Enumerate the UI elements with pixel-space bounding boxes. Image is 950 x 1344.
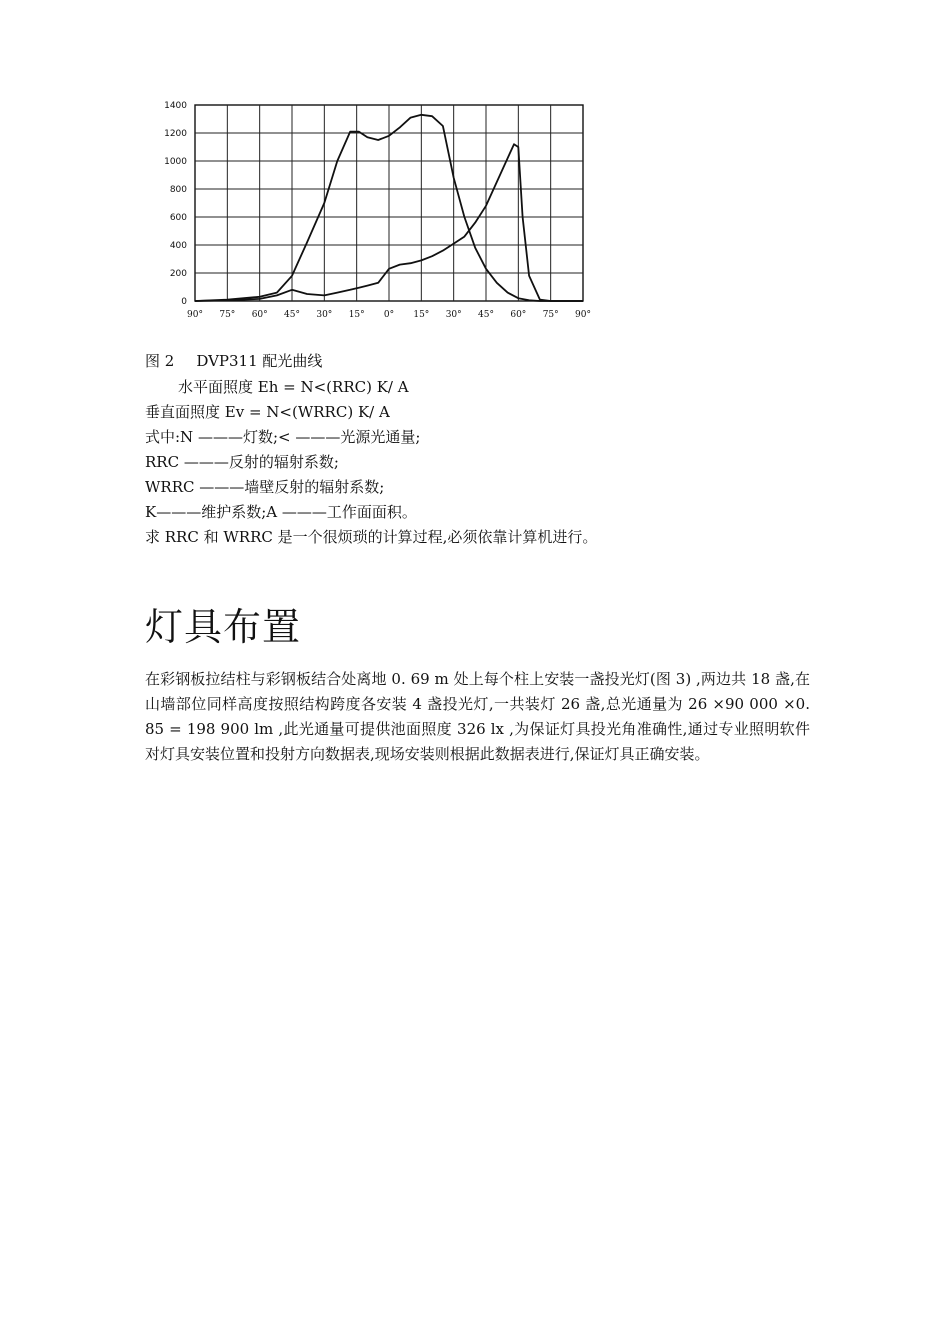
x-tick-label: 15°	[413, 310, 430, 320]
x-tick-label: 30°	[316, 310, 333, 320]
figure-number: 图 2	[145, 352, 175, 370]
definition-k: K———维护系数;A ———工作面面积。	[145, 503, 417, 521]
formula-horizontal: 水平面照度 Eh = N<(RRC) K/ A	[178, 378, 409, 396]
y-tick-label: 600	[169, 213, 187, 223]
formula-block	[145, 375, 825, 550]
definition-n: 式中:N ———灯数;< ———光源光通量;	[145, 428, 421, 446]
y-tick-label: 1000	[164, 157, 187, 167]
x-tick-label: 15°	[348, 310, 365, 320]
definition-wrrc: WRRC ———墙壁反射的辐射系数;	[145, 478, 385, 496]
x-tick-label: 90°	[187, 310, 203, 320]
y-tick-label: 0	[181, 297, 187, 307]
y-tick-label: 200	[169, 269, 187, 279]
x-tick-label: 75°	[219, 310, 236, 320]
figure-title: DVP311 配光曲线	[196, 352, 323, 370]
x-tick-label: 45°	[478, 310, 494, 320]
y-tick-label: 800	[169, 185, 187, 195]
section-heading: 灯具布置	[145, 605, 302, 649]
light-distribution-chart	[155, 95, 605, 330]
x-tick-label: 60°	[251, 310, 268, 320]
computation-note: 求 RRC 和 WRRC 是一个很烦琐的计算过程,必须依靠计算机进行。	[145, 528, 598, 546]
body-paragraph: 在彩钢板拉结柱与彩钢板结合处离地 0. 69 m 处上每个柱上安装一盏投光灯(图 3) ,两边共 18 盏,在山墙部位同样高度按照结构跨度各安装 4 盏投光灯,一共装灯 26 盏,总光通量为 26 ×90 000 ×0. 85 = 198 900 lm ,此光通量可提供池面照度 326 lx ,为保证灯具投光角准确性,通过专业照明软件对灯具安装位置和投射方向数据表,现场安装则根据此数据表进行,保证灯具正确安装。	[145, 670, 810, 763]
x-tick-label: 75°	[542, 310, 559, 320]
x-tick-label: 45°	[284, 310, 300, 320]
y-tick-label: 1200	[164, 129, 187, 139]
x-tick-label: 30°	[445, 310, 462, 320]
x-tick-label: 0°	[383, 310, 395, 320]
y-tick-label: 400	[169, 241, 187, 251]
formula-vertical: 垂直面照度 Ev = N<(WRRC) K/ A	[145, 403, 390, 421]
definition-rrc: RRC ———反射的辐射系数;	[145, 453, 339, 471]
x-tick-label: 90°	[575, 310, 591, 320]
x-tick-label: 60°	[510, 310, 527, 320]
figure-caption	[145, 350, 322, 371]
y-tick-label: 1400	[164, 101, 187, 111]
